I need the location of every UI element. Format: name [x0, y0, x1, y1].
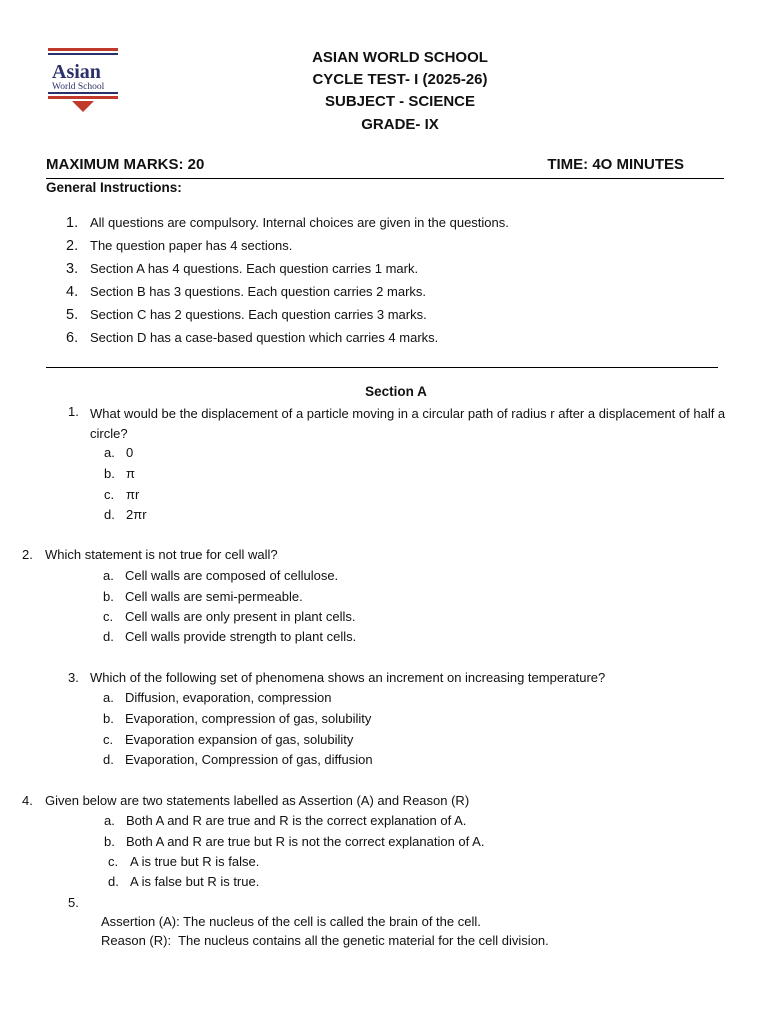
logo-subtitle: World School: [52, 82, 105, 92]
assertion-text: Assertion (A): The nucleus of the cell is called the brain of the cell.: [101, 914, 481, 929]
section-title: Section A: [365, 384, 427, 399]
option: a. 0: [104, 445, 134, 460]
option: d. Cell walls provide strength to plant cells.: [103, 629, 357, 644]
section-divider: [46, 367, 718, 368]
grade-title: GRADE- IX: [361, 116, 439, 133]
instruction-item: 6. Section D has a case-based question which carries 4 marks.: [66, 330, 439, 346]
option: b. Evaporation, compression of gas, solubility: [103, 711, 372, 726]
reason-text: Reason (R): The nucleus contains all the genetic material for the cell division.: [101, 933, 549, 948]
option: c. Cell walls are only present in plant cells.: [103, 609, 356, 624]
question-number: 2.: [22, 547, 33, 562]
instruction-item: 3. Section A has 4 questions. Each question carries 1 mark.: [66, 261, 419, 277]
marks-row: [46, 156, 724, 179]
time-allowed: TIME: 4O MINUTES: [547, 156, 684, 173]
question-number: 4.: [22, 793, 33, 808]
instruction-item: 2. The question paper has 4 sections.: [66, 238, 293, 254]
instruction-item: 1. All questions are compulsory. Internal choices are given in the questions.: [66, 215, 509, 231]
option: b. Both A and R are true but R is not the correct explanation of A.: [104, 834, 485, 849]
question-text: Given below are two statements labelled as Assertion (A) and Reason (R): [45, 793, 470, 808]
question-text: What would be the displacement of a particle moving in a circular path of radius r after a displacement of half a circle?: [90, 406, 726, 441]
school-name: ASIAN WORLD SCHOOL: [312, 49, 488, 66]
option: c. A is true but R is false.: [108, 854, 260, 869]
option: c. πr: [104, 487, 140, 502]
option: d. 2πr: [104, 507, 147, 522]
test-title: CYCLE TEST- I (2025-26): [312, 71, 488, 88]
instructions-title: General Instructions:: [46, 180, 182, 195]
question-text: Which statement is not true for cell wall?: [45, 547, 278, 562]
logo-word: Asian: [52, 61, 101, 83]
subject-title: SUBJECT - SCIENCE: [324, 93, 476, 110]
question-number: 1.: [68, 404, 79, 419]
instruction-item: 5. Section C has 2 questions. Each question carries 3 marks.: [66, 307, 427, 323]
option: a. Cell walls are composed of cellulose.: [103, 568, 339, 583]
question-number: 3.: [68, 670, 79, 685]
maximum-marks: MAXIMUM MARKS: 20: [46, 156, 205, 173]
option: d. A is false but R is true.: [108, 874, 260, 889]
option: a. Both A and R are true and R is the correct explanation of A.: [104, 813, 467, 828]
option: a. Diffusion, evaporation, compression: [103, 690, 332, 705]
question-number: 5.: [68, 895, 79, 910]
option: b. π: [104, 466, 135, 481]
option: c. Evaporation expansion of gas, solubility: [103, 732, 354, 747]
option: b. Cell walls are semi-permeable.: [103, 589, 303, 604]
option: d. Evaporation, Compression of gas, diffusion: [103, 752, 373, 767]
question-text: Which of the following set of phenomena shows an increment on increasing temperature?: [90, 670, 606, 685]
instruction-item: 4. Section B has 3 questions. Each question carries 2 marks.: [66, 284, 427, 300]
